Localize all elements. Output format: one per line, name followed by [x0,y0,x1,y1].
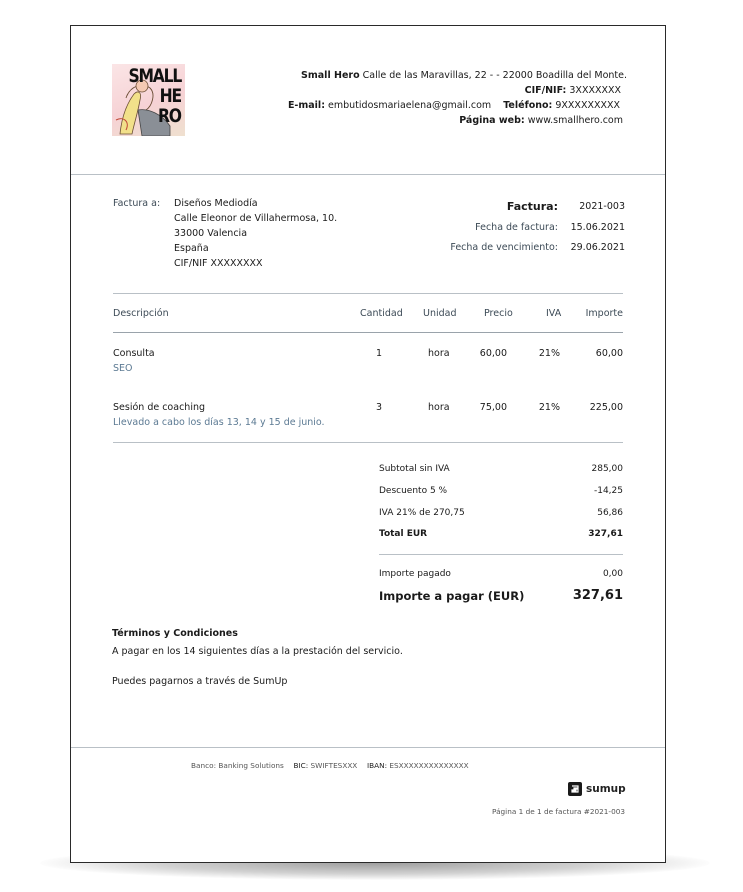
table-header-rule [113,332,623,333]
client-cif: CIF/NIF XXXXXXXX [174,258,263,269]
row-quantity: 1 [376,348,383,359]
sumup-icon [568,782,582,796]
due-date-label: Fecha de vencimiento: [450,242,558,253]
cif-label: CIF/NIF: [524,85,567,96]
invoice-number-value: 2021-003 [579,201,625,212]
col-header-description: Descripción [113,308,169,319]
total-value: 327,61 [588,529,623,539]
bank-details [191,761,469,770]
logo-word-1: SMALL [128,65,181,87]
terms-title: Términos y Condiciones [112,628,238,639]
sumup-wordmark: sumup [586,783,626,795]
subtotal-value: 285,00 [591,464,623,474]
client-street: Calle Eleonor de Villahermosa, 10. [174,213,338,224]
row-note: SEO [113,363,133,374]
terms-line-1: A pagar en los 14 siguientes días a la prestación del servicio. [112,646,403,657]
iban-value: ESXXXXXXXXXXXXXX [389,761,469,770]
bank-value: Banking Solutions [218,761,284,770]
invoice-date-value: 15.06.2021 [570,222,625,233]
logo-word-3: RO [158,105,181,127]
table-top-rule [113,293,623,294]
row-vat: 21% [538,348,560,359]
web-label: Página web: [459,115,525,126]
company-web [459,115,623,126]
cif-value: 3XXXXXXX [569,85,621,96]
row-vat: 21% [538,402,560,413]
bill-to-label: Factura a: [113,198,161,209]
row-description: Sesión de coaching [113,402,206,413]
company-contact [288,100,620,111]
row-amount: 225,00 [589,402,623,413]
table-bottom-rule [113,442,623,443]
web-value: www.smallhero.com [527,115,623,126]
due-date-value: 29.06.2021 [570,242,625,253]
invoice-date-label: Fecha de factura: [475,222,558,233]
client-name: Diseños Mediodía [174,198,258,209]
bank-label: Banco: [191,761,217,770]
page-indicator: Página 1 de 1 de factura #2021-003 [492,807,625,816]
row-amount: 60,00 [595,348,623,359]
bic-label: BIC: [293,761,309,770]
invoice-number-label: Factura: [506,200,558,213]
client-country: España [174,243,209,254]
company-logo [112,64,185,136]
sumup-logo [568,782,626,796]
company-cif [525,85,621,96]
terms-line-2: Puedes pagarnos a través de SumUp [112,676,288,687]
amount-due-value: 327,61 [572,588,623,603]
client-city: 33000 Valencia [174,228,248,239]
totals-divider [379,554,623,555]
total-label: Total EUR [379,529,428,539]
discount-label: Descuento 5 % [379,486,448,496]
col-header-vat: IVA [546,308,562,319]
amount-due-label: Importe a pagar (EUR) [379,589,525,603]
invoice-page [70,25,666,863]
company-name-address [301,70,627,81]
col-header-quantity: Cantidad [360,308,403,319]
phone-label: Teléfono: [503,100,553,111]
iban-label: IBAN: [366,761,388,770]
email-label: E-mail: [287,100,325,111]
vat-total-value: 56,86 [597,508,623,518]
bic-value: SWIFTESXXX [310,761,358,770]
row-quantity: 3 [376,402,383,413]
row-unit: hora [428,348,450,359]
row-description: Consulta [113,348,155,359]
paid-label: Importe pagado [379,569,451,579]
row-unit: hora [428,402,450,413]
phone-value: 9XXXXXXXXX [555,100,620,111]
header-divider [71,174,665,175]
company-address: Calle de las Maravillas, 22 - - 22000 Boadilla del Monte. [362,70,627,81]
footer-divider [71,747,665,748]
logo-word-2: HE [159,85,181,107]
row-price: 60,00 [479,348,507,359]
vat-total-label: IVA 21% de 270,75 [379,508,465,518]
row-price: 75,00 [479,402,507,413]
col-header-price: Precio [484,308,513,319]
subtotal-label: Subtotal sin IVA [379,464,450,474]
paid-value: 0,00 [602,569,623,579]
company-name: Small Hero [301,70,360,81]
email-value: embutidosmariaelena@gmail.com [328,100,492,111]
row-note: Llevado a cabo los días 13, 14 y 15 de junio. [113,417,325,428]
discount-value: -14,25 [593,486,623,496]
col-header-unit: Unidad [423,308,457,319]
col-header-amount: Importe [585,308,623,319]
